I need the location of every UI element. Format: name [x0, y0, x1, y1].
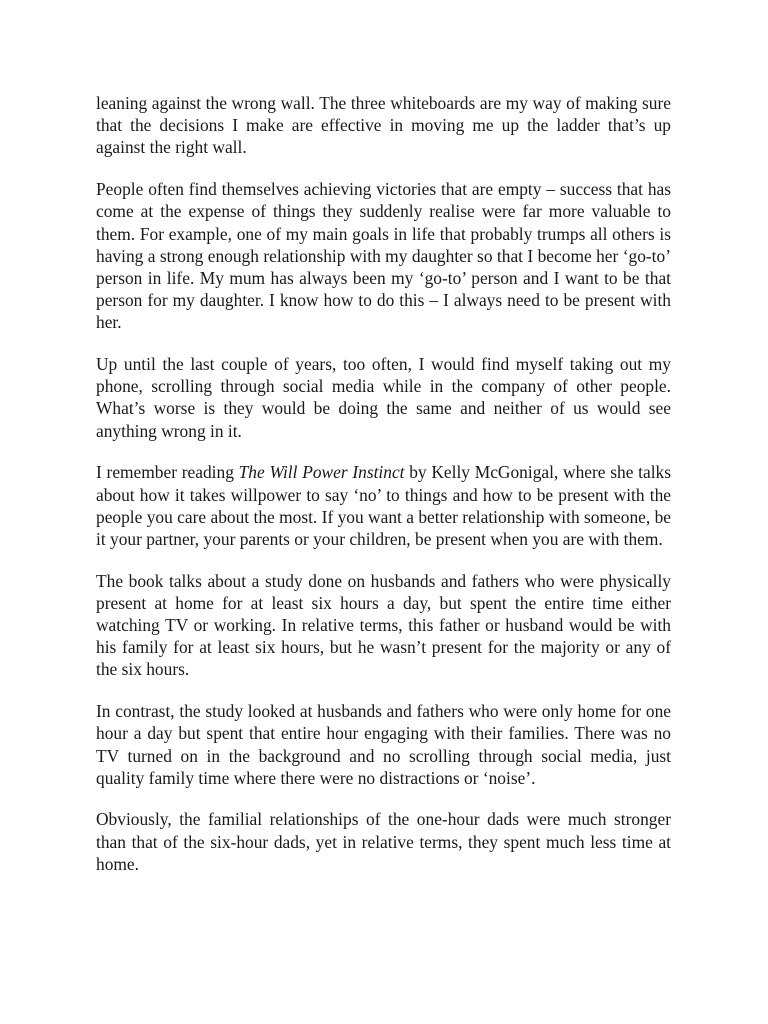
paragraph-7: Obviously, the familial relationships of the one-hour dads were much stronger than that of the six-hour dads, yet in relative terms, they spent much less time at home. — [96, 809, 671, 874]
paragraph-2: People often find themselves achieving victories that are empty – success that has come at the expense of things they suddenly realise were far more valuable to them. For example, one of my main goals in life that probably trumps all others is having a strong enough relationship with my daughter so that I become her ‘go-to’ person in life. My mum has always been my ‘go-to’ person and I want to be that person for my daughter. I know how to do this – I always need to be present with her. — [96, 179, 671, 333]
paragraph-6: In contrast, the study looked at husbands and fathers who were only home for one hour a day but spent that entire hour engaging with their families. There was no TV turned on in the background and no scrolling through social media, just quality family time where there were no distractions or ‘noise’. — [96, 701, 671, 788]
paragraph-4-text-after: by Kelly McGonigal, where she talks about how it takes willpower to say ‘no’ to things and how to be present with the people you care about the most. If you want a better relationship with someone, be it your partner, your parents or your children, be present when you are with them. — [96, 462, 671, 549]
paragraph-5: The book talks about a study done on husbands and fathers who were physically present at home for at least six hours a day, but spent the entire time either watching TV or working. In relative terms, this father or husband would be with his family for at least six hours, but he wasn’t present for the majority or any of the six hours. — [96, 570, 671, 680]
paragraph-4-text-before: I remember reading — [96, 462, 239, 483]
paragraph-1: leaning against the wrong wall. The three whiteboards are my way of making sure that the decisions I make are effective in moving me up the ladder that’s up against the right wall. — [96, 93, 671, 158]
paragraph-4 — [96, 461, 671, 550]
paragraph-3: Up until the last couple of years, too often, I would find myself taking out my phone, scrolling through social media while in the company of other people. What’s worse is they would be doing the same and neither of us would see anything wrong in it. — [96, 354, 671, 441]
book-title: The Will Power Instinct — [238, 462, 405, 483]
document-page — [96, 92, 671, 895]
